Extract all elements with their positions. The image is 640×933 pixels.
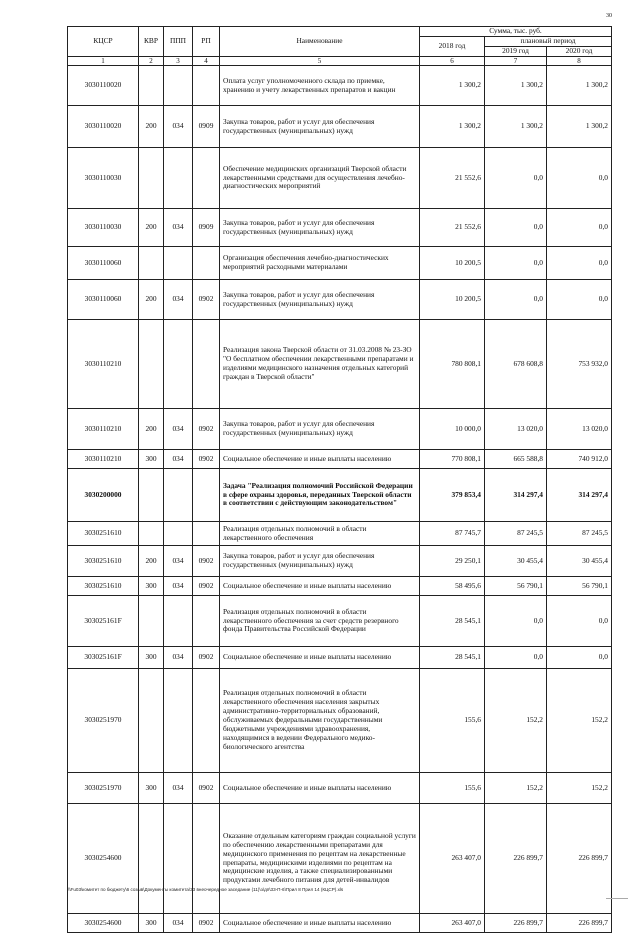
cell-rp [193,320,220,409]
cell-2019: 314 297,4 [485,469,547,522]
cell-ppp: 034 [164,577,193,596]
cell-2018: 10 200,5 [420,247,485,280]
cell-2019: 0,0 [485,209,547,247]
cell-kvr [139,469,164,522]
cell-ppp: 034 [164,450,193,469]
column-number: 7 [485,56,547,65]
cell-kcsr: 3030110060 [68,280,139,320]
cell-2018: 1 300,2 [420,106,485,148]
cell-rp: 0902 [193,773,220,804]
cell-kvr: 200 [139,409,164,450]
cell-name: Обеспечение медицинских организаций Тверской области лекарственными средствами для осуществления лечебно-диагностических мероприятий [220,148,420,209]
cell-rp: 0902 [193,647,220,669]
cell-kcsr: 3030251610 [68,546,139,577]
cell-2019: 0,0 [485,280,547,320]
cell-rp: 0902 [193,546,220,577]
cell-name: Закупка товаров, работ и услуг для обеспечения государственных (муниципальных) нужд [220,280,420,320]
cell-name: Социальное обеспечение и иные выплаты населению [220,450,420,469]
column-number: 3 [164,56,193,65]
cell-ppp: 034 [164,914,193,933]
table-row [68,669,612,773]
table-row [68,106,612,148]
page-number: 30 [606,13,612,19]
cell-kvr: 300 [139,914,164,933]
cell-2020: 0,0 [547,209,612,247]
cell-rp [193,66,220,106]
cell-rp [193,148,220,209]
table-row [68,914,612,933]
cell-rp: 0902 [193,577,220,596]
cell-kcsr: 3030200000 [68,469,139,522]
cell-kcsr: 3030251970 [68,773,139,804]
cell-kvr [139,522,164,546]
cell-kcsr: 3030251610 [68,522,139,546]
cell-ppp [164,669,193,773]
cell-ppp [164,804,193,914]
cell-2018: 21 552,6 [420,209,485,247]
cell-ppp: 034 [164,280,193,320]
cell-rp [193,596,220,647]
table-row [68,280,612,320]
table-row [68,320,612,409]
cell-name: Задача "Реализация полномочий Российской Федерации в сфере охраны здоровья, переданных Тверской области в соответствии с действующим законодательством" [220,469,420,522]
cell-kvr: 200 [139,546,164,577]
cell-2020: 226 899,7 [547,804,612,914]
cell-kcsr: 3030254600 [68,804,139,914]
cell-2020: 87 245,5 [547,522,612,546]
cell-ppp: 034 [164,773,193,804]
cell-2018: 29 250,1 [420,546,485,577]
cell-rp [193,469,220,522]
cell-rp [193,522,220,546]
cell-2019: 665 588,8 [485,450,547,469]
cell-ppp [164,148,193,209]
cell-name: Закупка товаров, работ и услуг для обеспечения государственных (муниципальных) нужд [220,106,420,148]
table-row [68,450,612,469]
cell-kvr: 300 [139,647,164,669]
cell-name: Организация обеспечения лечебно-диагностических мероприятий расходными материалами [220,247,420,280]
table-row [68,209,612,247]
cell-ppp [164,247,193,280]
cell-2020: 0,0 [547,596,612,647]
cell-rp: 0902 [193,914,220,933]
cell-kcsr: 3030110210 [68,450,139,469]
cell-2019: 0,0 [485,247,547,280]
table-row [68,66,612,106]
cell-kvr [139,596,164,647]
cell-2019: 152,2 [485,669,547,773]
cell-2019: 87 245,5 [485,522,547,546]
cell-2018: 263 407,0 [420,914,485,933]
cell-2020: 1 300,2 [547,106,612,148]
header-2019: 2019 год [485,46,547,56]
cell-2018: 21 552,6 [420,148,485,209]
cell-2020: 152,2 [547,773,612,804]
cell-2019: 226 899,7 [485,914,547,933]
cell-kcsr: 303025161F [68,596,139,647]
cell-2018: 10 000,0 [420,409,485,450]
cell-name: Социальное обеспечение и иные выплаты населению [220,647,420,669]
cell-2019: 678 608,8 [485,320,547,409]
cell-rp [193,669,220,773]
column-number: 1 [68,56,139,65]
cell-rp [193,804,220,914]
cell-kvr [139,320,164,409]
cell-2020: 0,0 [547,148,612,209]
cell-2018: 770 808,1 [420,450,485,469]
column-number: 4 [193,56,220,65]
cell-kvr [139,669,164,773]
cell-2019: 1 300,2 [485,66,547,106]
cell-2018: 87 745,7 [420,522,485,546]
cell-2019: 0,0 [485,148,547,209]
header-2018: 2018 год [420,36,485,56]
table-row [68,247,612,280]
cell-2018: 155,6 [420,773,485,804]
cell-ppp: 034 [164,647,193,669]
cell-name: Реализация отдельных полномочий в области лекарственного обеспечения за счет средств резервного фонда Правительства Российской Федерации [220,596,420,647]
cell-kcsr: 3030110020 [68,66,139,106]
cell-2019: 226 899,7 [485,804,547,914]
header-2020: 2020 год [547,46,612,56]
cell-ppp: 034 [164,409,193,450]
cell-kvr: 200 [139,280,164,320]
cell-2018: 263 407,0 [420,804,485,914]
cell-2018: 10 200,5 [420,280,485,320]
table-row [68,773,612,804]
header-name: Наименование [220,27,420,57]
table-row [68,409,612,450]
header-kcsr: КЦСР [68,27,139,57]
cell-ppp [164,469,193,522]
cell-name: Закупка товаров, работ и услуг для обеспечения государственных (муниципальных) нужд [220,546,420,577]
cell-2018: 58 495,6 [420,577,485,596]
cell-kcsr: 3030110030 [68,209,139,247]
cell-2020: 0,0 [547,247,612,280]
cell-rp: 0902 [193,450,220,469]
cell-2018: 379 853,4 [420,469,485,522]
cell-2020: 30 455,4 [547,546,612,577]
cell-name: Социальное обеспечение и иные выплаты населению [220,577,420,596]
cell-2018: 28 545,1 [420,596,485,647]
cell-kvr: 300 [139,773,164,804]
cell-2019: 0,0 [485,596,547,647]
cell-ppp: 034 [164,209,193,247]
cell-name: Закупка товаров, работ и услуг для обеспечения государственных (муниципальных) нужд [220,209,420,247]
cell-kcsr: 3030110210 [68,320,139,409]
cell-kvr [139,804,164,914]
header-row-1 [68,27,612,37]
cell-rp: 0902 [193,280,220,320]
column-number: 6 [420,56,485,65]
cell-kvr [139,66,164,106]
cell-2020: 314 297,4 [547,469,612,522]
cell-name: Оплата услуг уполномоченного склада по приемке, хранению и учету лекарственных препаратов и вакцин [220,66,420,106]
budget-table [67,26,612,933]
column-number: 5 [220,56,420,65]
cell-kcsr: 303025161F [68,647,139,669]
cell-2020: 0,0 [547,647,612,669]
cell-kcsr: 3030110030 [68,148,139,209]
header-ppp: ППП [164,27,193,57]
file-path-footer: \\Fu03\комитет по бюджету\6 созыв\Документы комитета\33 внеочередное заседание (11)\з\дп\33-П-6\Прил 8 Прил 14 (КЦСР).xls [68,887,344,892]
cell-kcsr: 3030251970 [68,669,139,773]
cell-kvr: 200 [139,209,164,247]
cell-2020: 13 020,0 [547,409,612,450]
header-rp: РП [193,27,220,57]
scan-edge-mark [606,898,628,899]
cell-ppp [164,66,193,106]
cell-2020: 740 912,0 [547,450,612,469]
cell-2019: 0,0 [485,647,547,669]
cell-name: Оказание отдельным категориям граждан социальной услуги по обеспечению лекарственными препаратами для медицинского применения по рецептам на лекарственные препараты, медицинскими изделиями по рецептам на медицинские изделия, а также специализированными продуктами лечебного питания для детей-инвалидов [220,804,420,914]
cell-2020: 0,0 [547,280,612,320]
cell-kvr: 300 [139,450,164,469]
table-row [68,577,612,596]
cell-ppp: 034 [164,546,193,577]
cell-kcsr: 3030110020 [68,106,139,148]
cell-kcsr: 3030254600 [68,914,139,933]
cell-2018: 155,6 [420,669,485,773]
cell-2019: 152,2 [485,773,547,804]
cell-rp [193,247,220,280]
cell-name: Реализация отдельных полномочий в области лекарственного обеспечения [220,522,420,546]
cell-kvr [139,148,164,209]
column-number-row [68,56,612,65]
cell-ppp: 034 [164,106,193,148]
cell-name: Социальное обеспечение и иные выплаты населению [220,773,420,804]
cell-kcsr: 3030110060 [68,247,139,280]
cell-2019: 56 790,1 [485,577,547,596]
table-row [68,546,612,577]
cell-kvr: 200 [139,106,164,148]
cell-2019: 13 020,0 [485,409,547,450]
cell-ppp [164,522,193,546]
cell-2019: 1 300,2 [485,106,547,148]
cell-ppp [164,320,193,409]
cell-2020: 56 790,1 [547,577,612,596]
cell-2020: 152,2 [547,669,612,773]
header-planning-period: плановый период [485,36,612,46]
header-kvr: КВР [139,27,164,57]
cell-kvr: 300 [139,577,164,596]
cell-2020: 226 899,7 [547,914,612,933]
table-row [68,647,612,669]
cell-2019: 30 455,4 [485,546,547,577]
header-sum: Сумма, тыс. руб. [420,27,612,37]
cell-rp: 0909 [193,106,220,148]
cell-rp: 0909 [193,209,220,247]
table-row [68,148,612,209]
column-number: 2 [139,56,164,65]
table-row [68,804,612,914]
cell-kcsr: 3030251610 [68,577,139,596]
table-row-task [68,469,612,522]
cell-name: Социальное обеспечение и иные выплаты населению [220,914,420,933]
cell-2018: 28 545,1 [420,647,485,669]
cell-kcsr: 3030110210 [68,409,139,450]
cell-name: Реализация отдельных полномочий в области лекарственного обеспечения населения закрытых административно-территориальных образований, обслуживаемых федеральными государственными бюджетными учреждениями здравоохранения, находящимися в ведении Федерального медико-биологического агентства [220,669,420,773]
column-number: 8 [547,56,612,65]
cell-2018: 1 300,2 [420,66,485,106]
cell-2020: 1 300,2 [547,66,612,106]
cell-2020: 753 932,0 [547,320,612,409]
cell-rp: 0902 [193,409,220,450]
cell-name: Реализация закона Тверской области от 31.03.2008 № 23-ЗО "О бесплатном обеспечении лекарственными препаратами и изделиями медицинского назначения отдельных категорий граждан в Тверской области" [220,320,420,409]
cell-ppp [164,596,193,647]
table-row [68,596,612,647]
cell-kvr [139,247,164,280]
cell-name: Закупка товаров, работ и услуг для обеспечения государственных (муниципальных) нужд [220,409,420,450]
table-row [68,522,612,546]
cell-2018: 780 808,1 [420,320,485,409]
